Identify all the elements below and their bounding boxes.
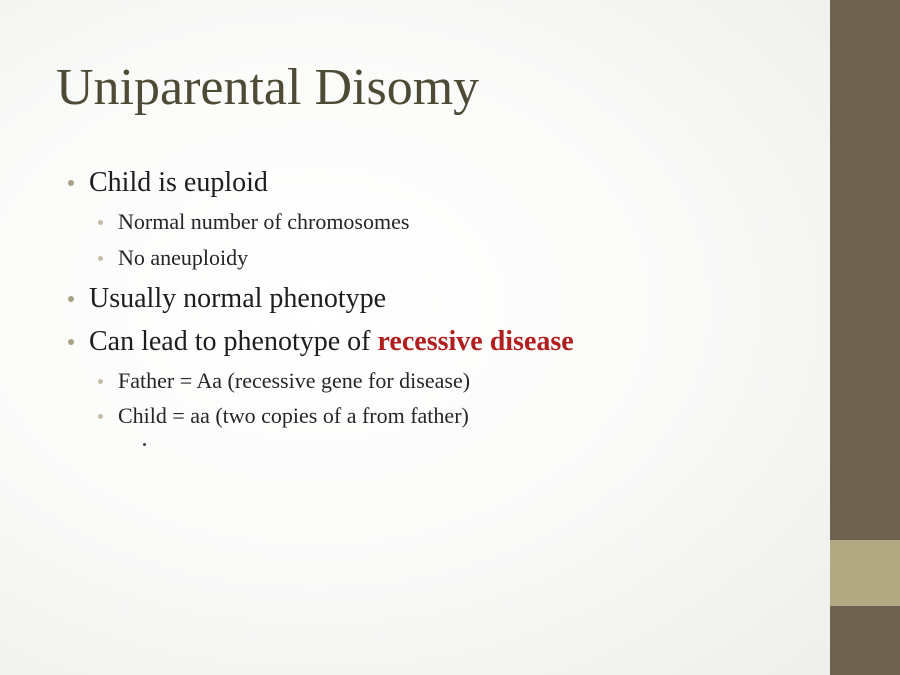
highlight-recessive-disease: recessive disease <box>377 326 574 357</box>
sub-bullet-no-aneuploidy <box>118 244 248 272</box>
bullet-text-prefix: Can lead to phenotype of <box>89 326 378 357</box>
slide-title: Uniparental Disomy <box>56 59 480 116</box>
sub-bullet-text: Father = Aa (recessive gene for disease) <box>118 368 471 393</box>
sub-bullet-child <box>118 402 469 430</box>
sub-bullet-dot-icon <box>98 414 103 419</box>
bullet-dot-icon <box>68 296 74 302</box>
bullet-text <box>89 326 574 357</box>
bullet-dot-icon <box>68 339 74 345</box>
sub-bullet-dot-icon <box>98 220 103 225</box>
sub-bullet-dot-icon <box>98 256 103 261</box>
bullet-dot-icon <box>68 180 74 186</box>
sub-bullet-normal-number <box>118 208 409 236</box>
stray-dot-mark <box>143 443 146 446</box>
sub-bullet-text: Child = aa (two copies of a from father) <box>118 403 469 428</box>
bullet-recessive-disease <box>89 325 574 359</box>
bullet-text: Usually normal phenotype <box>89 283 387 314</box>
sub-bullet-father <box>118 367 470 395</box>
bullet-normal-phenotype <box>89 282 386 316</box>
sub-bullet-text: Normal number of chromosomes <box>118 209 410 234</box>
bullet-child-euploid <box>89 166 268 200</box>
sub-bullet-text: No aneuploidy <box>118 245 249 270</box>
sub-bullet-dot-icon <box>98 379 103 384</box>
bullet-text: Child is euploid <box>89 167 268 198</box>
slide-sidebar-accent <box>830 540 900 606</box>
